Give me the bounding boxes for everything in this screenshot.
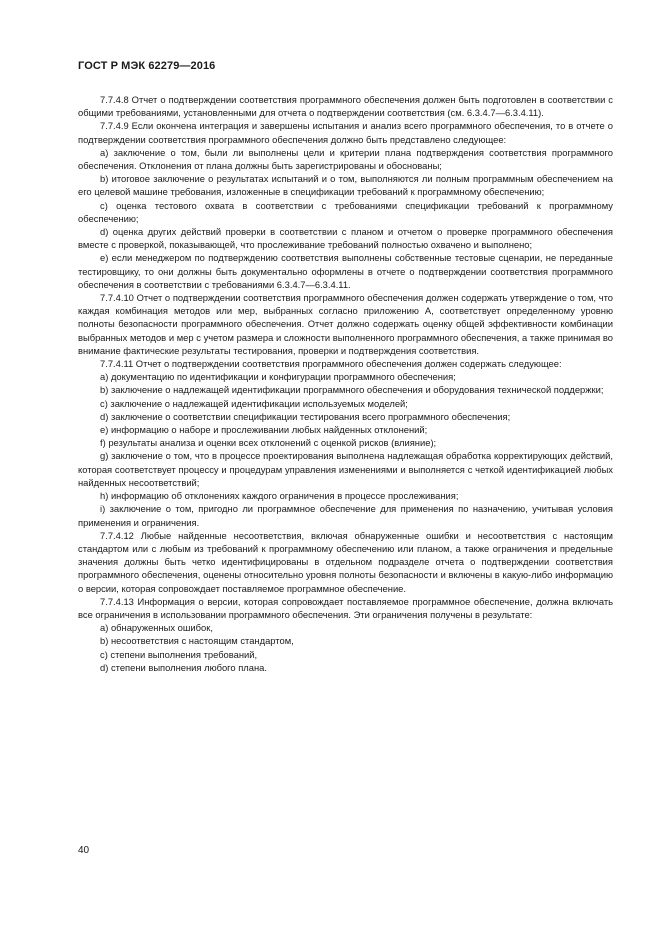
list-item: b) несоответствия с настоящим стандартом, [100,635,294,647]
list-item: a) обнаруженных ошибок, [100,622,213,634]
paragraph-7-7-4-11: 7.7.4.11 Отчет о подтверждении соответствия программного обеспечения должен содержать следующее: [100,358,562,370]
document-body [78,93,613,674]
list-item: a) заключение о том, были ли выполнены цели и критерии плана подтверждения соответствия программного обеспечения. Отклонения от плана должны быть зарегистрированы и обоснованы; [78,146,613,172]
paragraph-7-7-4-10: 7.7.4.10 Отчет о подтверждении соответствия программного обеспечения должен содержать утверждение о том, что каждая комбинация методов или мер, выбранных согласно приложению А, соответствует определенному уровню полноты безопасности программного обеспечения. Отчет должно содержать оценку общей эффективности комбинации выбранных методов и мер с учетом размера и сложности выполненного программного обеспечения, а также принимая во внимание фактические результаты тестирования, проверки и подтверждения соответствия. [78,292,613,356]
list-item: a) документацию по идентификации и конфигурации программного обеспечения; [100,371,456,383]
paragraph-7-7-4-13: 7.7.4.13 Информация о версии, которая сопровождает поставляемое программное обеспечение, должна включать все ограничения в использовании программного обеспечения. Эти ограничения получены в результате: [78,595,613,620]
list-item: b) итоговое заключение о результатах испытаний и о том, выполняются ли полным программным обеспечением на его целевой машине требования, изложенные в спецификации требований к программному обеспечению; [78,173,613,198]
list-item: d) оценка других действий проверки в соответствии с планом и отчетом о проверке программного обеспечения вместе с проверкой, показывающей, что прослеживание требований полностью охвачено и выполнено; [78,226,613,251]
list-item: e) информацию о наборе и прослеживании любых найденных отклонений; [100,424,428,436]
paragraph-7-7-4-8: 7.7.4.8 Отчет о подтверждении соответствия программного обеспечения должен быть подготовлен в соответствии с общими требованиями, установленными для отчета о подтверждении соответствия (см. 6.3.4.7—6.3.4.11). [78,94,613,119]
list-item: c) заключение о надлежащей идентификации используемых моделей; [100,397,408,409]
document-header: ГОСТ Р МЭК 62279—2016 [78,60,216,72]
paragraph-7-7-4-12: 7.7.4.12 Любые найденные несоответствия, включая обнаруженные ошибки и несоответствия с настоящим стандартом или с любым из требований к программному обеспечению или планом, а также ограничения и предельные значения должны быть четко идентифицированы в отдельном подразделе отчета о подтверждении соответствия программного обеспечения, оценены относительно уровня полноты безопасности и включены в какую-либо информацию о версии, которая сопровождает поставляемое программное обеспечение. [78,529,613,594]
list-item: c) оценка тестового охвата в соответствии с требованиями спецификации требований к программному обеспечению; [78,199,613,224]
list-item: h) информацию об отклонениях каждого ограничения в процессе прослеживания; [100,490,459,502]
list-item: d) заключение о соответствии спецификации тестирования всего программного обеспечения; [100,410,511,422]
list-item: i) заключение о том, пригодно ли программное обеспечение для применения по назначению, учитывая условия применения и ограничения. [78,503,613,528]
list-item: b) заключение о надлежащей идентификации программного обеспечения и оборудования технической поддержки; [100,384,604,396]
paragraph-7-7-4-9: 7.7.4.9 Если окончена интеграция и завершены испытания и анализ всего программного обеспечения, то в отчете о подтверждении соответствия программного обеспечения должно быть представлено следующее: [78,120,613,145]
list-item: d) степени выполнения любого плана. [100,661,267,673]
list-item: g) заключение о том, что в процессе проектирования выполнена надлежащая обработка корректирующих действий, которая соответствует процессу и процедурам управления изменениями и выполняется с четкой идентификацией любых найденных несоответствий; [78,450,613,488]
list-item: e) если менеджером по подтверждению соответствия выполнены собственные тестовые сценарии, не переданные тестировщику, то они должны быть документально оформлены в отчете о подтверждении соответствия программного обеспечения в соответствии с требованиями 6.3.4.7—6.3.4.11. [78,252,613,290]
list-item: f) результаты анализа и оценки всех отклонений с оценкой рисков (влияние); [100,437,437,449]
page-number: 40 [78,845,90,856]
list-item: c) степени выполнения требований, [100,648,258,660]
